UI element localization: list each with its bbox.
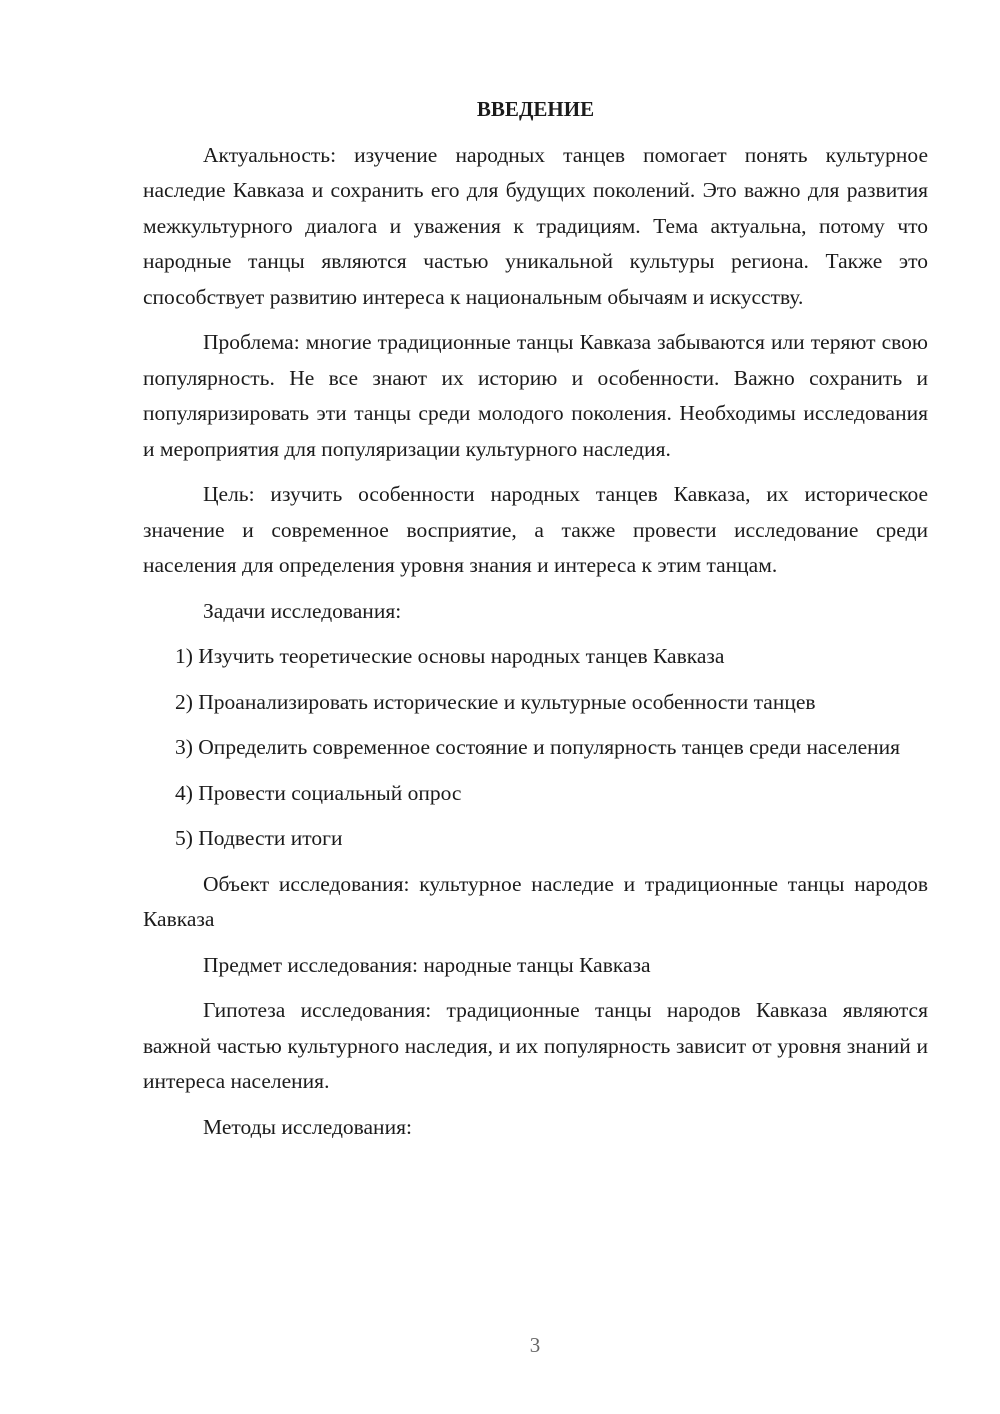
task-item: 1) Изучить теоретические основы народных танцев Кавказа bbox=[175, 644, 725, 668]
subject-paragraph: Предмет исследования: народные танцы Кавказа bbox=[203, 952, 651, 977]
document-page bbox=[143, 92, 928, 1155]
task-item: 2) Проанализировать исторические и культурные особенности танцев bbox=[175, 689, 816, 714]
page-number: 3 bbox=[529, 1333, 541, 1357]
problem-paragraph: Проблема: многие традиционные танцы Кавказа забываются или теряют свою популярность. Не все знают их историю и особенности. Важно сохранить и популяризировать эти танцы среди молодого поколения. Необходимы исследования и мероприятия для популяризации культурного наследия. bbox=[143, 330, 928, 461]
goal-paragraph: Цель: изучить особенности народных танцев Кавказа, их историческое значение и современное восприятие, а также провести исследование среди населения для определения уровня знания и интереса к этим танцам. bbox=[143, 482, 928, 577]
methods-heading: Методы исследования: bbox=[203, 1114, 412, 1139]
object-paragraph: Объект исследования: культурное наследие и традиционные танцы народов Кавказа bbox=[143, 871, 928, 931]
task-item: 5) Подвести итоги bbox=[175, 826, 343, 850]
task-item: 3) Определить современное состояние и популярность танцев среди населения bbox=[175, 735, 901, 759]
task-item: 4) Провести социальный опрос bbox=[175, 780, 462, 805]
section-title: ВВЕДЕНИЕ bbox=[476, 97, 595, 121]
tasks-heading: Задачи исследования: bbox=[203, 598, 402, 623]
relevance-paragraph: Актуальность: изучение народных танцев помогает понять культурное наследие Кавказа и сохранить его для будущих поколений. Это важно для развития межкультурного диалога и уважения к традициям. Тема актуальна, потому что народные танцы являются частью уникальной культуры региона. Также это способствует развитию интереса к национальным обычаям и искусству. bbox=[143, 142, 928, 309]
hypothesis-paragraph: Гипотеза исследования: традиционные танцы народов Кавказа являются важной частью культурного наследия, и их популярность зависит от уровня знаний и интереса населения. bbox=[143, 998, 928, 1093]
tasks-list bbox=[143, 639, 928, 857]
